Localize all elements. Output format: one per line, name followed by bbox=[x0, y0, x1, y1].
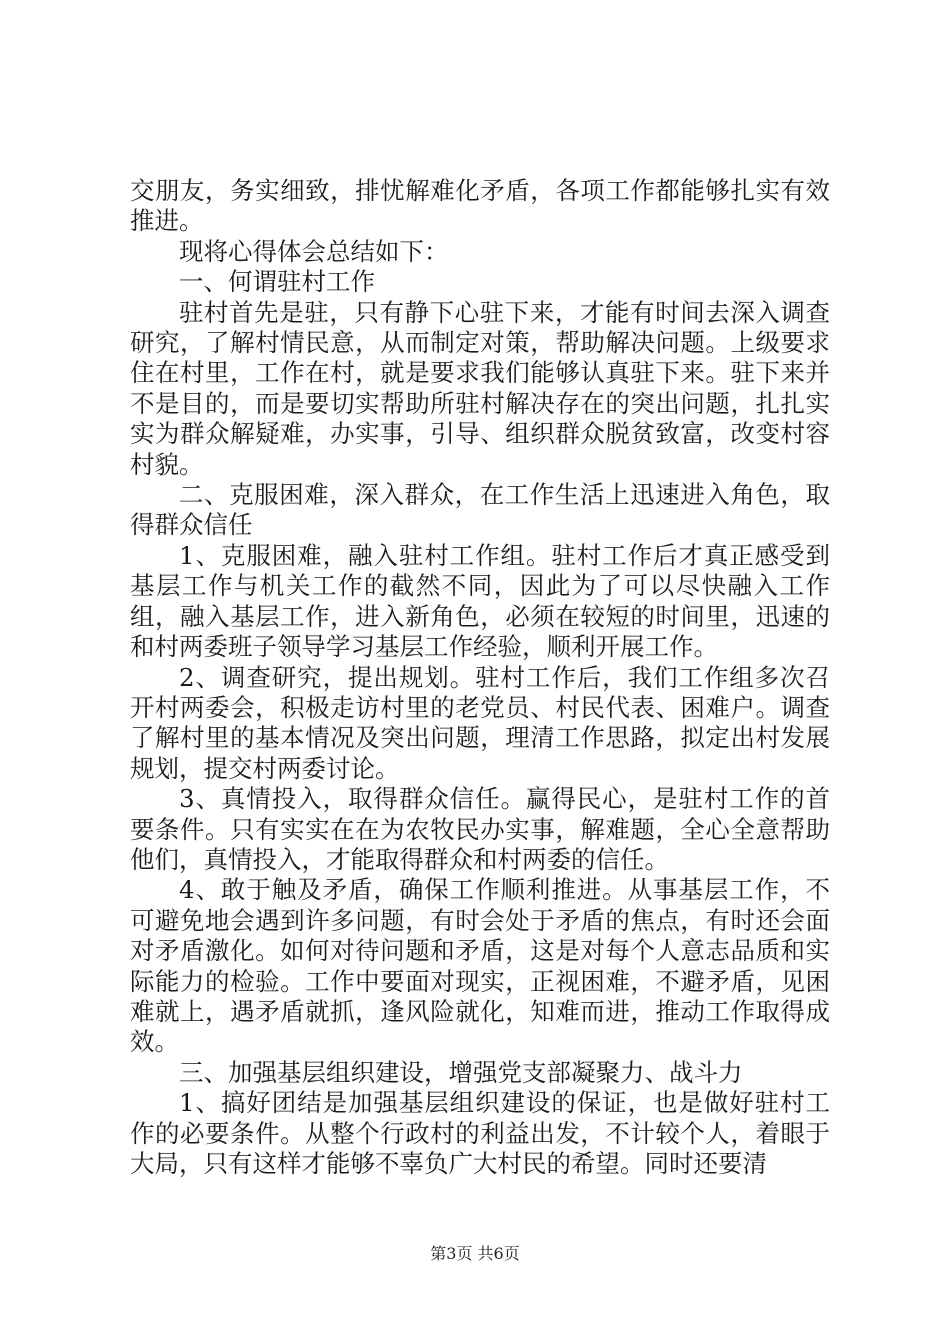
page-number-label: 第3页 共6页 bbox=[430, 1244, 520, 1263]
page-footer bbox=[0, 1244, 950, 1264]
paragraph-item-2-2: 2、调查研究，提出规划。驻村工作后，我们工作组多次召开村两委会，积极走访村里的老党员、村民代表、困难户。调查了解村里的基本情况及突出问题，理清工作思路，拟定出村发展规划，提交村两委讨论。 bbox=[130, 662, 830, 783]
document-body bbox=[130, 176, 830, 1179]
paragraph-item-2-4: 4、敢于触及矛盾，确保工作顺利推进。从事基层工作，不可避免地会遇到许多问题，有时会处于矛盾的焦点，有时还会面对矛盾激化。如何对待问题和矛盾，这是对每个人意志品质和实际能力的检验。工作中要面对现实，正视困难，不避矛盾，见困难就上，遇矛盾就抓，逢风险就化，知难而进，推动工作取得成效。 bbox=[130, 875, 830, 1057]
paragraph-continuation: 交朋友，务实细致，排忧解难化矛盾，各项工作都能够扎实有效推进。 bbox=[130, 176, 830, 236]
paragraph-intro: 现将心得体会总结如下： bbox=[179, 236, 449, 266]
section-heading-3: 三、加强基层组织建设，增强党支部凝聚力、战斗力 bbox=[179, 1057, 743, 1087]
paragraph-item-2-3: 3、真情投入，取得群众信任。赢得民心，是驻村工作的首要条件。只有实实在在为农牧民办实事，解难题，全心全意帮助他们，真情投入，才能取得群众和村两委的信任。 bbox=[130, 784, 830, 874]
section-heading-1: 一、何谓驻村工作 bbox=[179, 267, 375, 297]
paragraph-item-2-1: 1、克服困难，融入驻村工作组。驻村工作后才真正感受到基层工作与机关工作的截然不同，因此为了可以尽快融入工作组，融入基层工作，进入新角色，必须在较短的时间里，迅速的和村两委班子领导学习基层工作经验，顺利开展工作。 bbox=[130, 540, 830, 662]
paragraph-section-1: 驻村首先是驻，只有静下心驻下来，才能有时间去深入调查研究，了解村情民意，从而制定对策，帮助解决问题。上级要求住在村里，工作在村，就是要求我们能够认真驻下来。驻下来并不是目的，而是要切实帮助所驻村解决存在的突出问题，扎扎实实为群众解疑难，办实事，引导、组织群众脱贫致富，改变村容村貌。 bbox=[130, 297, 830, 479]
paragraph-item-3-1: 1、搞好团结是加强基层组织建设的保证，也是做好驻村工作的必要条件。从整个行政村的利益出发，不计较个人，着眼于大局，只有这样才能够不辜负广大村民的希望。同时还要清 bbox=[130, 1088, 830, 1178]
section-heading-2: 二、克服困难，深入群众，在工作生活上迅速进入角色，取得群众信任 bbox=[130, 480, 830, 540]
